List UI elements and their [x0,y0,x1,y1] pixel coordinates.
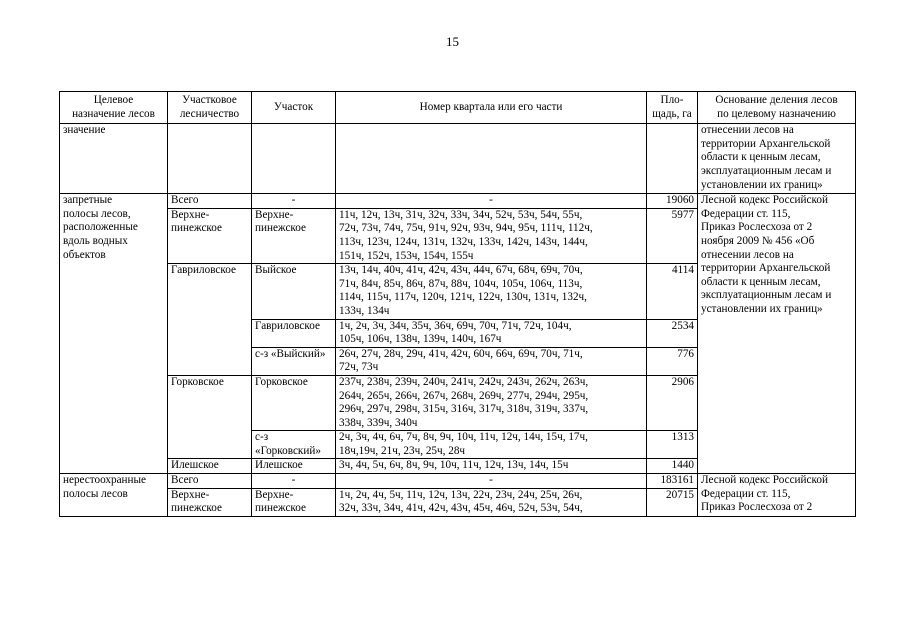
area-cell: 4114 [647,264,698,319]
area-cell: 20715 [647,488,698,516]
continuation-empty-cell [168,124,252,194]
area-cell: 2534 [647,319,698,347]
district-cell: Всего [168,474,252,489]
area-cell: 1440 [647,459,698,474]
quarter-cell: 3ч, 4ч, 5ч, 6ч, 8ч, 9ч, 10ч, 11ч, 12ч, 13ч, 14ч, 15ч [336,459,647,474]
district-cell: Верхне- пинежское [168,488,252,516]
area-cell: 776 [647,347,698,375]
area-cell: 1313 [647,431,698,459]
quarter-cell: - [336,474,647,489]
quarter-cell: 26ч, 27ч, 28ч, 29ч, 41ч, 42ч, 60ч, 66ч, 69ч, 70ч, 71ч, 72ч, 73ч [336,347,647,375]
continuation-purpose: значение [60,124,168,194]
quarter-cell: - [336,194,647,209]
quarter-cell: 1ч, 2ч, 3ч, 34ч, 35ч, 36ч, 69ч, 70ч, 71ч, 72ч, 104ч, 105ч, 106ч, 138ч, 139ч, 140ч, 167ч [336,319,647,347]
quarter-cell: 237ч, 238ч, 239ч, 240ч, 241ч, 242ч, 243ч, 262ч, 263ч, 264ч, 265ч, 266ч, 267ч, 268ч, 269ч, 277ч, 294ч, 295ч, 296ч, 297ч, 298ч, 315ч, 316ч, 317ч, 318ч, 319ч, 337ч, 338ч, 339ч, 340ч [336,375,647,430]
forest-purpose-table [59,91,856,517]
district-cell: Гавриловское [168,264,252,376]
header-purpose: Целевое назначение лесов [60,92,168,124]
header-quarter: Номер квартала или его части [336,92,647,124]
purpose-cell: запретные полосы лесов, расположенные вдоль водных объектов [60,194,168,474]
area-cell: 19060 [647,194,698,209]
district-cell: Верхне- пинежское [168,208,252,263]
area-cell: 2906 [647,375,698,430]
quarter-cell: 1ч, 2ч, 4ч, 5ч, 11ч, 12ч, 13ч, 22ч, 23ч, 24ч, 25ч, 26ч, 32ч, 33ч, 34ч, 41ч, 42ч, 43ч, 45ч, 46ч, 52ч, 53ч, 54ч, [336,488,647,516]
basis-cell: Лесной кодекс Российской Федерации ст. 115, Приказ Рослесхоза от 2 [698,474,856,517]
table-header-row [60,92,856,124]
purpose-cell: нерестоохранные полосы лесов [60,474,168,517]
header-basis: Основание деления лесов по целевому назначению [698,92,856,124]
continuation-empty-cell [647,124,698,194]
section-cell: - [252,474,336,489]
district-cell: Илешское [168,459,252,474]
quarter-cell: 11ч, 12ч, 13ч, 31ч, 32ч, 33ч, 34ч, 52ч, 53ч, 54ч, 55ч, 72ч, 73ч, 74ч, 75ч, 91ч, 92ч, 93ч, 94ч, 95ч, 111ч, 112ч, 113ч, 123ч, 124ч, 131ч, 132ч, 133ч, 142ч, 143ч, 144ч, 151ч, 152ч, 153ч, 154ч, 155ч [336,208,647,263]
basis-cell: Лесной кодекс Российской Федерации ст. 115, Приказ Рослесхоза от 2 ноября 2009 № 456 «Об отнесении лесов на территории Архангельской области к ценным лесам, эксплуатационным лесам и установлении их границ» [698,194,856,474]
quarter-cell: 2ч, 3ч, 4ч, 6ч, 7ч, 8ч, 9ч, 10ч, 11ч, 12ч, 14ч, 15ч, 17ч, 18ч,19ч, 21ч, 23ч, 25ч, 28ч [336,431,647,459]
section-cell: - [252,194,336,209]
district-cell: Всего [168,194,252,209]
continuation-basis: отнесении лесов на территории Архангельской области к ценным лесам, эксплуатационным лесам и установлении их границ» [698,124,856,194]
continuation-empty-cell [336,124,647,194]
section-cell: Гавриловское [252,319,336,347]
header-district-forestry: Участковое лесничество [168,92,252,124]
area-cell: 5977 [647,208,698,263]
area-cell: 183161 [647,474,698,489]
section-cell: Выйское [252,264,336,319]
section-cell: Верхне- пинежское [252,488,336,516]
page-number: 15 [446,34,459,49]
section-cell: с-з «Выйский» [252,347,336,375]
header-section: Участок [252,92,336,124]
section-cell: Илешское [252,459,336,474]
district-cell: Горковское [168,375,252,459]
section-cell: Верхне- пинежское [252,208,336,263]
continuation-empty-cell [252,124,336,194]
section-cell: Горковское [252,375,336,430]
header-area: Пло- щадь, га [647,92,698,124]
table-row [60,194,856,209]
table-row [60,474,856,489]
quarter-cell: 13ч, 14ч, 40ч, 41ч, 42ч, 43ч, 44ч, 67ч, 68ч, 69ч, 70ч, 71ч, 84ч, 85ч, 86ч, 87ч, 88ч, 104ч, 105ч, 106ч, 113ч, 114ч, 115ч, 117ч, 120ч, 121ч, 122ч, 130ч, 131ч, 132ч, 133ч, 134ч [336,264,647,319]
continuation-row [60,124,856,194]
section-cell: с-з «Горковский» [252,431,336,459]
